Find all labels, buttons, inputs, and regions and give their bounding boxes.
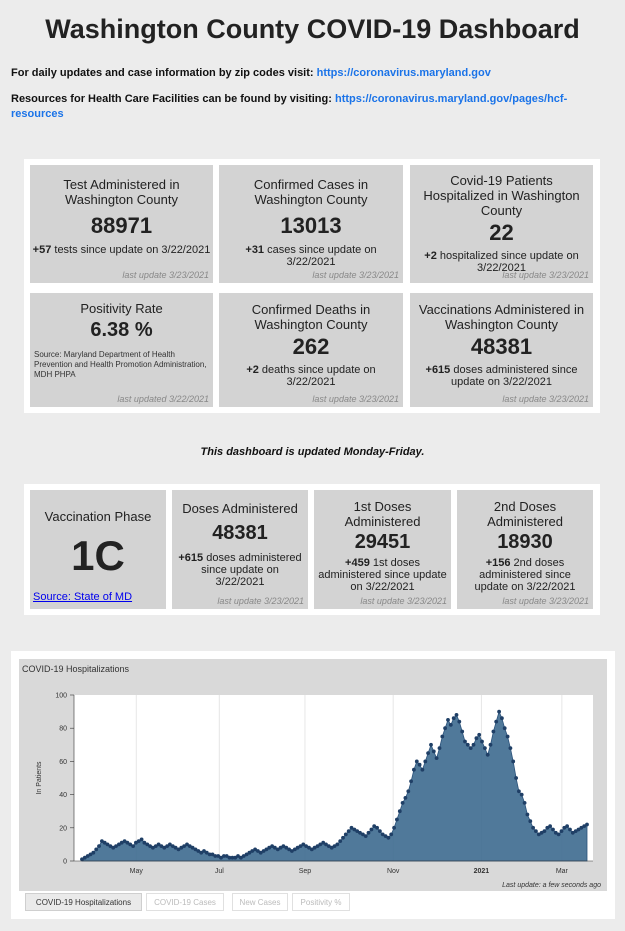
y-tick-label: 100: [55, 692, 67, 700]
data-point: [500, 716, 504, 720]
vaccination-phase-value: 1C: [71, 532, 125, 579]
positivity-title: Positivity Rate: [80, 301, 163, 316]
hospitalized-updated: last update 3/23/2021: [502, 270, 589, 280]
data-point: [338, 839, 342, 843]
data-point: [494, 720, 498, 724]
data-point: [341, 836, 345, 840]
first-doses-value: 29451: [354, 531, 411, 553]
data-point: [457, 720, 461, 724]
x-tick-label: Nov: [386, 868, 400, 875]
positivity-card: [30, 293, 213, 407]
data-point: [443, 726, 447, 730]
data-point: [389, 833, 393, 837]
second-doses-title: 2nd Doses Administered: [487, 499, 563, 529]
first-doses-updated: last update 3/23/2021: [360, 596, 447, 606]
data-point: [551, 828, 555, 832]
vaccinations-card: [410, 293, 593, 407]
data-point: [94, 848, 98, 852]
vaccine-panel: [24, 484, 600, 615]
data-point: [378, 829, 382, 833]
data-point: [392, 826, 396, 830]
second-doses-value: 18930: [497, 531, 553, 553]
data-point: [557, 833, 561, 837]
data-point: [438, 746, 442, 750]
data-point: [486, 753, 490, 757]
tests-updated: last update 3/23/2021: [122, 270, 209, 280]
data-point: [335, 843, 339, 847]
tab-cases[interactable]: COVID-19 Cases: [146, 893, 224, 911]
deaths-updated: last update 3/23/2021: [312, 394, 399, 404]
data-point: [526, 813, 530, 817]
chart-title: COVID-19 Hospitalizations: [22, 664, 130, 674]
data-point: [543, 829, 547, 833]
data-point: [477, 733, 481, 737]
deaths-card: [219, 293, 403, 407]
doses-delta: +615 doses administered since update on 3/22/2021: [178, 552, 302, 588]
vaccinations-title: Vaccinations Administered in Washington County: [418, 302, 585, 332]
data-point: [446, 718, 450, 722]
x-tick-label: Mar: [555, 868, 568, 875]
vaccination-phase-card: [30, 490, 166, 609]
data-point: [460, 730, 464, 734]
tab-positivity[interactable]: Positivity %: [292, 893, 350, 911]
data-point: [483, 746, 487, 750]
data-point: [97, 844, 101, 848]
data-point: [506, 735, 510, 739]
deaths-value: 262: [292, 334, 330, 359]
data-point: [509, 746, 513, 750]
hospitalized-card: [410, 165, 593, 283]
doses-title: Doses Administered: [182, 501, 298, 516]
hospitalizations-chart: [19, 659, 607, 891]
doses-value: 48381: [212, 522, 268, 544]
data-point: [497, 710, 501, 714]
y-tick-label: 40: [59, 792, 67, 800]
cases-card: [219, 165, 403, 283]
data-point: [364, 834, 368, 838]
maryland-covid-link[interactable]: https://coronavirus.maryland.gov: [316, 67, 491, 79]
data-point: [534, 829, 538, 833]
positivity-source: Source: Maryland Department of Health Prevention and Health Promotion Administration, MDH PHPA: [34, 350, 207, 379]
data-point: [475, 736, 479, 740]
cases-updated: last update 3/23/2021: [312, 270, 399, 280]
deaths-delta: +2 deaths since update on 3/22/2021: [246, 364, 376, 388]
data-point: [511, 760, 515, 764]
hospitalized-value: 22: [489, 220, 514, 245]
tests-title: Test Administered in Washington County: [63, 177, 180, 207]
data-point: [585, 823, 589, 827]
vaccinations-value: 48381: [470, 334, 533, 359]
data-point: [395, 818, 399, 822]
daily-updates-text: For daily updates and case information by zip codes visit:: [11, 67, 314, 79]
page-title: Washington County COVID-19 Dashboard: [45, 14, 580, 44]
data-point: [423, 760, 427, 764]
first-doses-title: 1st Doses Administered: [344, 499, 421, 529]
data-point: [370, 828, 374, 832]
resources-line: [11, 92, 611, 122]
data-point: [514, 776, 518, 780]
deaths-title: Confirmed Deaths in Washington County: [251, 302, 371, 332]
stats-panel: [24, 159, 600, 413]
cases-value: 13013: [280, 213, 342, 238]
data-point: [421, 768, 425, 772]
daily-updates-line: [11, 66, 491, 81]
data-point: [503, 726, 507, 730]
doses-updated: last update 3/23/2021: [217, 596, 304, 606]
data-point: [528, 819, 532, 823]
data-point: [560, 829, 564, 833]
data-point: [398, 809, 402, 813]
cases-delta: +31 cases since update on 3/22/2021: [245, 244, 377, 268]
update-schedule-note: This dashboard is updated Monday-Friday.: [200, 446, 425, 458]
data-point: [466, 743, 470, 747]
second-doses-card: [457, 490, 593, 609]
data-point: [429, 743, 433, 747]
data-point: [480, 740, 484, 744]
data-point: [492, 730, 496, 734]
y-tick-label: 80: [59, 725, 67, 733]
data-point: [523, 801, 527, 805]
data-point: [344, 833, 348, 837]
data-point: [440, 735, 444, 739]
data-point: [531, 826, 535, 830]
data-point: [426, 751, 430, 755]
data-point: [452, 716, 456, 720]
data-point: [412, 768, 416, 772]
x-tick-label: May: [129, 868, 143, 875]
data-point: [435, 756, 439, 760]
x-tick-label: 2021: [473, 868, 490, 875]
hospitalized-delta: +2 hospitalized since update on 3/22/2021: [424, 250, 579, 274]
hospitalizations-chart-panel: [11, 651, 615, 919]
cases-title: Confirmed Cases in Washington County: [253, 177, 369, 207]
data-point: [409, 779, 413, 783]
vaccination-phase-title: Vaccination Phase: [44, 509, 152, 524]
data-point: [131, 844, 135, 848]
chart-footer: Last update: a few seconds ago: [502, 882, 601, 889]
data-point: [469, 746, 473, 750]
tests-card: [30, 165, 213, 283]
state-of-md-link[interactable]: Source: State of MD: [33, 591, 133, 603]
data-point: [463, 740, 467, 744]
tests-delta: +57 tests since update on 3/22/2021: [32, 244, 211, 256]
data-point: [565, 824, 569, 828]
hospitalized-title: Covid-19 Patients Hospitalized in Washington County: [423, 173, 580, 218]
doses-card: [172, 490, 308, 609]
tab-hospitalizations[interactable]: COVID-19 Hospitalizations: [25, 893, 142, 911]
data-point: [387, 836, 391, 840]
vaccinations-delta: +615 doses administered since update on 3/22/2021: [425, 364, 578, 388]
resources-text: Resources for Health Care Facilities can be found by visiting:: [11, 93, 332, 105]
data-point: [455, 713, 459, 717]
data-point: [401, 801, 405, 805]
second-doses-updated: last update 3/23/2021: [502, 596, 589, 606]
data-point: [548, 824, 552, 828]
data-point: [367, 831, 371, 835]
y-tick-label: 20: [59, 825, 67, 833]
hcf-resources-link[interactable]: https://coronavirus.maryland.gov/pages/hcf-resources: [11, 93, 568, 120]
y-tick-label: 60: [59, 758, 67, 766]
data-point: [375, 826, 379, 830]
data-point: [415, 760, 419, 764]
y-tick-label: 0: [63, 858, 67, 866]
data-point: [140, 838, 144, 842]
tab-new-cases[interactable]: New Cases: [232, 893, 288, 911]
first-doses-card: [314, 490, 451, 609]
tests-value: 88971: [90, 213, 153, 238]
second-doses-delta: +156 2nd doses administered since update on 3/22/2021: [474, 557, 576, 593]
data-point: [91, 851, 95, 855]
vaccinations-updated: last update 3/23/2021: [502, 394, 589, 404]
x-tick-label: Sep: [298, 868, 312, 875]
data-point: [517, 789, 521, 793]
data-point: [418, 763, 422, 767]
data-point: [449, 723, 453, 727]
data-point: [404, 796, 408, 800]
chart-area: [19, 659, 607, 891]
data-point: [489, 743, 493, 747]
data-point: [568, 828, 572, 832]
positivity-value: 6.38 %: [90, 319, 153, 341]
data-point: [520, 793, 524, 797]
x-tick-label: Jul: [214, 868, 224, 875]
positivity-updated: last updated 3/22/2021: [117, 394, 209, 404]
data-point: [432, 750, 436, 754]
y-axis-label: In Patients: [36, 761, 43, 795]
data-point: [406, 789, 410, 793]
data-point: [347, 829, 351, 833]
data-point: [472, 743, 476, 747]
first-doses-delta: +459 1st doses administered since update on 3/22/2021: [318, 557, 447, 593]
